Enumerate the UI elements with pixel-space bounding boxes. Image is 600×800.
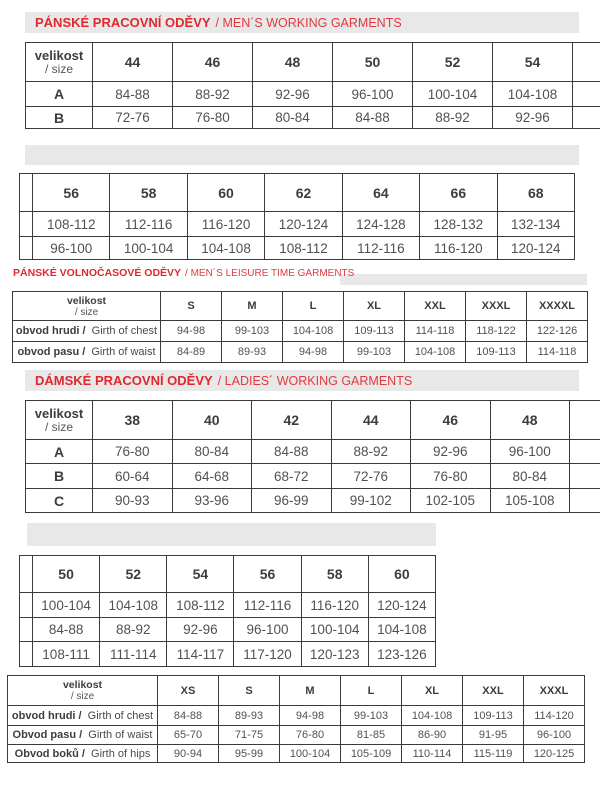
size-value-cell: 109-113 [463, 706, 524, 726]
size-value-cell: 89-93 [222, 342, 283, 363]
corner-label-english: / size [44, 62, 73, 76]
row-label-cell [8, 726, 158, 745]
table-row [26, 464, 600, 489]
cut-column-cell [570, 464, 600, 489]
size-column-header: 60 [368, 556, 435, 593]
size-column-header: XXL [405, 292, 466, 321]
corner-label-czech: velikost [34, 48, 84, 63]
size-value-cell: 76-80 [173, 107, 253, 129]
size-value-cell: 84-88 [33, 618, 100, 642]
size-value-cell: 71-75 [219, 726, 280, 745]
size-column-header: 50 [333, 43, 413, 82]
size-column-header: 46 [411, 401, 491, 440]
table-row [13, 321, 588, 342]
header-row [26, 401, 600, 440]
table-row [20, 618, 436, 642]
row-label-cell: B [26, 464, 93, 489]
size-column-header: XXL [463, 676, 524, 706]
size-value-cell: 94-98 [161, 321, 222, 342]
corner-label-czech: velikost [34, 406, 84, 421]
size-value-cell: 104-108 [493, 82, 573, 107]
size-value-cell: 114-120 [524, 706, 585, 726]
mens-working-sizes-table-1 [25, 42, 600, 129]
size-column-header: 54 [167, 556, 234, 593]
table-row [13, 342, 588, 363]
size-column-header: XXXL [466, 292, 527, 321]
size-value-cell: 111-114 [100, 642, 167, 667]
size-value-cell: 109-113 [344, 321, 405, 342]
size-value-cell: 72-76 [93, 107, 173, 129]
row-label-cell [13, 321, 161, 342]
size-value-cell: 94-98 [280, 706, 341, 726]
size-value-cell: 104-108 [100, 593, 167, 618]
size-column-header: 58 [301, 556, 368, 593]
size-value-cell: 89-93 [219, 706, 280, 726]
table-row [26, 489, 600, 513]
row-label-english: Girth of hips [91, 747, 151, 760]
row-label-cell: C [26, 489, 93, 513]
size-corner-cell [13, 292, 161, 321]
size-value-cell: 128-132 [420, 212, 497, 237]
size-value-cell: 114-117 [167, 642, 234, 667]
size-column-header: S [219, 676, 280, 706]
size-column-header: 42 [252, 401, 332, 440]
row-label-english: Girth of chest [91, 325, 158, 337]
row-label-czech: obvod pasu / [17, 346, 86, 358]
size-value-cell: 105-109 [341, 745, 402, 763]
size-column-header: 64 [342, 174, 419, 212]
size-column-header: L [283, 292, 344, 321]
cut-column-cell [20, 593, 33, 618]
size-value-cell: 90-93 [93, 489, 173, 513]
separator-bar [340, 274, 587, 285]
cut-column-cell [573, 43, 600, 82]
row-label-cell: A [26, 440, 93, 464]
size-value-cell: 132-134 [497, 212, 574, 237]
size-value-cell: 120-124 [368, 593, 435, 618]
size-column-header: 60 [187, 174, 264, 212]
row-label-cell: B [26, 107, 93, 129]
cut-column-cell [20, 642, 33, 667]
size-column-header: 38 [93, 401, 173, 440]
size-value-cell: 76-80 [280, 726, 341, 745]
size-column-header: M [280, 676, 341, 706]
table-row [26, 107, 600, 129]
size-column-header: 66 [420, 174, 497, 212]
ladies-working-sizes-table-1 [25, 400, 600, 513]
section-title-czech: DÁMSKÉ PRACOVNÍ ODĚVY [35, 373, 213, 388]
corner-label-english: / size [70, 691, 95, 702]
size-value-cell: 114-118 [405, 321, 466, 342]
row-label-czech: obvod hrudi / [15, 325, 86, 337]
cut-column-cell [570, 440, 600, 464]
header-row [20, 556, 436, 593]
size-value-cell: 88-92 [173, 82, 253, 107]
size-column-header: M [222, 292, 283, 321]
section-title-english: / LADIES´ WORKING GARMENTS [217, 373, 413, 388]
size-column-header: 44 [331, 401, 411, 440]
table-row [8, 726, 585, 745]
header-row [8, 676, 585, 706]
size-value-cell: 84-88 [93, 82, 173, 107]
size-value-cell: 100-104 [413, 82, 493, 107]
size-corner-cell [26, 401, 93, 440]
size-column-header: XXXL [524, 676, 585, 706]
corner-label-czech: velikost [62, 679, 103, 691]
ladies-working-table-1-wrapper [25, 400, 600, 518]
size-column-header: XXXXL [527, 292, 588, 321]
size-value-cell: 94-98 [283, 342, 344, 363]
row-label-english: Girth of waist [91, 346, 156, 358]
size-value-cell: 120-124 [497, 237, 574, 260]
table-row [26, 440, 600, 464]
size-value-cell: 114-118 [527, 342, 588, 363]
size-value-cell: 60-64 [93, 464, 173, 489]
size-value-cell: 120-124 [265, 212, 342, 237]
size-column-header: 46 [173, 43, 253, 82]
size-column-header: 50 [33, 556, 100, 593]
size-value-cell: 120-123 [301, 642, 368, 667]
row-label-cell: A [26, 82, 93, 107]
separator-bar [27, 523, 436, 546]
size-value-cell: 95-99 [219, 745, 280, 763]
size-value-cell: 76-80 [93, 440, 173, 464]
size-value-cell: 99-102 [331, 489, 411, 513]
row-label-czech: obvod hrudi / [11, 709, 82, 722]
size-column-header: 62 [265, 174, 342, 212]
size-value-cell: 96-100 [234, 618, 301, 642]
size-value-cell: 108-112 [33, 212, 110, 237]
size-value-cell: 104-108 [283, 321, 344, 342]
size-value-cell: 76-80 [411, 464, 491, 489]
size-column-header: 68 [497, 174, 574, 212]
size-value-cell: 124-128 [342, 212, 419, 237]
size-value-cell: 84-88 [333, 107, 413, 129]
size-column-header: 48 [490, 401, 570, 440]
mens-working-sizes-table-2 [19, 173, 575, 260]
section-title-english: / MEN´S WORKING GARMENTS [215, 15, 402, 30]
mens-working-table-1-wrapper [25, 42, 600, 134]
table-row [20, 593, 436, 618]
size-column-header: 48 [253, 43, 333, 82]
size-value-cell: 86-90 [402, 726, 463, 745]
size-value-cell: 92-96 [167, 618, 234, 642]
section-title-czech: PÁNSKÉ PRACOVNÍ ODĚVY [35, 15, 211, 30]
size-value-cell: 116-120 [301, 593, 368, 618]
size-value-cell: 68-72 [252, 464, 332, 489]
row-label-cell [13, 342, 161, 363]
size-value-cell: 118-122 [466, 321, 527, 342]
size-value-cell: 64-68 [172, 464, 252, 489]
row-label-english: Girth of chest [87, 709, 154, 722]
size-value-cell: 88-92 [331, 440, 411, 464]
table-row [20, 642, 436, 667]
size-value-cell: 84-88 [252, 440, 332, 464]
size-value-cell: 104-108 [402, 706, 463, 726]
size-value-cell: 122-126 [527, 321, 588, 342]
size-value-cell: 88-92 [100, 618, 167, 642]
size-value-cell: 96-100 [490, 440, 570, 464]
corner-label-czech: velikost [66, 294, 107, 307]
corner-label-english: / size [74, 306, 99, 318]
size-value-cell: 100-104 [280, 745, 341, 763]
size-value-cell: 80-84 [490, 464, 570, 489]
size-value-cell: 84-89 [161, 342, 222, 363]
size-corner-cell [8, 676, 158, 706]
size-value-cell: 112-116 [110, 212, 187, 237]
size-column-header: 54 [493, 43, 573, 82]
size-value-cell: 108-112 [167, 593, 234, 618]
cut-column-cell [20, 174, 33, 212]
size-value-cell: 102-105 [411, 489, 491, 513]
size-value-cell: 92-96 [493, 107, 573, 129]
size-value-cell: 65-70 [158, 726, 219, 745]
size-value-cell: 96-100 [524, 726, 585, 745]
size-value-cell: 92-96 [253, 82, 333, 107]
size-value-cell: 84-88 [158, 706, 219, 726]
section-title-mens-working [25, 12, 579, 33]
row-label-cell [8, 706, 158, 726]
table-row [20, 212, 575, 237]
size-column-header: 44 [93, 43, 173, 82]
cut-column-cell [570, 489, 600, 513]
size-value-cell: 108-111 [33, 642, 100, 667]
size-value-cell: 112-116 [342, 237, 419, 260]
size-value-cell: 88-92 [413, 107, 493, 129]
size-column-header: 58 [110, 174, 187, 212]
size-value-cell: 120-125 [524, 745, 585, 763]
size-value-cell: 112-116 [234, 593, 301, 618]
section-title-mens-leisure [13, 267, 354, 282]
size-value-cell: 110-114 [402, 745, 463, 763]
size-value-cell: 93-96 [172, 489, 252, 513]
corner-label-english: / size [44, 420, 73, 434]
cut-column-cell [573, 107, 600, 129]
size-column-header: 56 [33, 174, 110, 212]
cut-column-cell [20, 212, 33, 237]
size-value-cell: 105-108 [490, 489, 570, 513]
row-label-english: Girth of waist [88, 729, 153, 741]
size-value-cell: 81-85 [341, 726, 402, 745]
cut-column-cell [20, 556, 33, 593]
cut-column-cell [570, 401, 600, 440]
size-value-cell: 123-126 [368, 642, 435, 667]
table-row [26, 82, 600, 107]
size-value-cell: 100-104 [33, 593, 100, 618]
size-value-cell: 104-108 [187, 237, 264, 260]
ladies-working-sizes-table-2 [19, 555, 436, 667]
size-value-cell: 99-103 [344, 342, 405, 363]
size-value-cell: 96-100 [33, 237, 110, 260]
section-title-english: / MEN´S LEISURE TIME GARMENTS [185, 268, 355, 279]
size-column-header: 40 [172, 401, 252, 440]
size-column-header: S [161, 292, 222, 321]
table-row [8, 706, 585, 726]
size-value-cell: 100-104 [301, 618, 368, 642]
row-label-cell [8, 745, 158, 763]
separator-bar [25, 145, 579, 165]
size-column-header: XL [344, 292, 405, 321]
size-value-cell: 108-112 [265, 237, 342, 260]
cut-column-cell [20, 618, 33, 642]
size-column-header: XS [158, 676, 219, 706]
size-value-cell: 104-108 [405, 342, 466, 363]
size-column-header: 52 [413, 43, 493, 82]
size-value-cell: 104-108 [368, 618, 435, 642]
row-label-czech: Obvod boků / [14, 747, 85, 760]
size-value-cell: 109-113 [466, 342, 527, 363]
mens-leisure-sizes-table [12, 291, 588, 363]
table-row [8, 745, 585, 763]
header-row [20, 174, 575, 212]
size-value-cell: 116-120 [420, 237, 497, 260]
size-value-cell: 92-96 [411, 440, 491, 464]
ladies-leisure-sizes-table [7, 675, 585, 763]
size-value-cell: 117-120 [234, 642, 301, 667]
size-value-cell: 90-94 [158, 745, 219, 763]
size-value-cell: 116-120 [187, 212, 264, 237]
size-column-header: 52 [100, 556, 167, 593]
size-value-cell: 99-103 [341, 706, 402, 726]
cut-column-cell [573, 82, 600, 107]
size-value-cell: 96-100 [333, 82, 413, 107]
size-value-cell: 96-99 [252, 489, 332, 513]
size-column-header: L [341, 676, 402, 706]
size-value-cell: 99-103 [222, 321, 283, 342]
section-title-ladies-working [25, 370, 579, 391]
section-title-czech: PÁNSKÉ VOLNOČASOVÉ ODĚVY [13, 267, 182, 279]
size-column-header: XL [402, 676, 463, 706]
size-value-cell: 80-84 [253, 107, 333, 129]
size-value-cell: 115-119 [463, 745, 524, 763]
header-row [13, 292, 588, 321]
table-row [20, 237, 575, 260]
size-value-cell: 100-104 [110, 237, 187, 260]
header-row [26, 43, 600, 82]
size-column-header: 56 [234, 556, 301, 593]
size-corner-cell [26, 43, 93, 82]
size-value-cell: 72-76 [331, 464, 411, 489]
size-value-cell: 91-95 [463, 726, 524, 745]
row-label-czech: Obvod pasu / [12, 729, 83, 741]
size-value-cell: 80-84 [172, 440, 252, 464]
cut-column-cell [20, 237, 33, 260]
